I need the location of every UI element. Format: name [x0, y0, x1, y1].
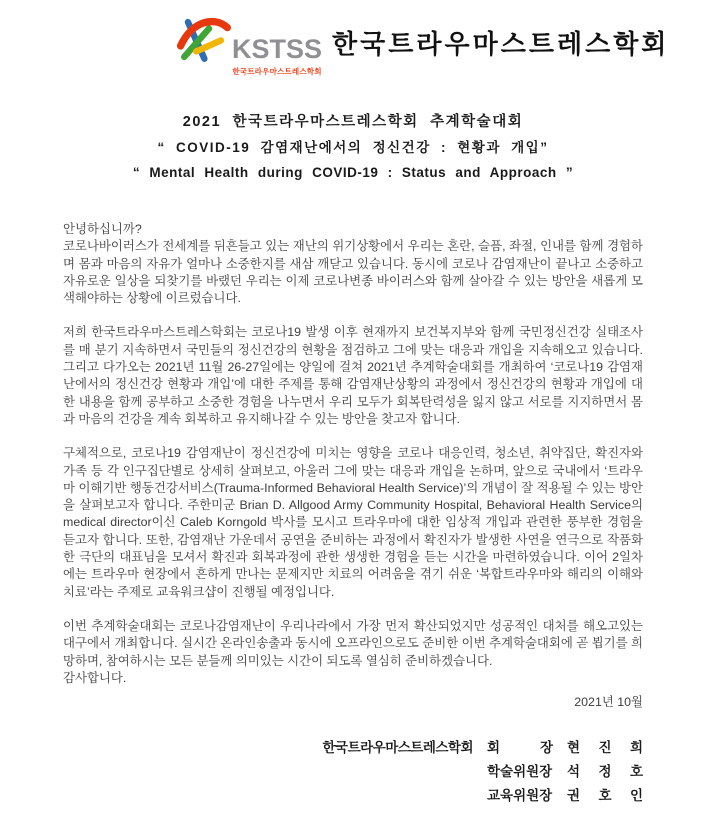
signature-block [0, 739, 643, 804]
conference-title: 2021 한국트라우마스트레스학회 추계학술대회 [182, 114, 524, 130]
signature-role-academic-chair: 학술위원장 [487, 764, 553, 780]
conference-subtitle-en: “ Mental Health during COVID-19 : Status and Approach ” [132, 165, 574, 180]
signature-grid [323, 739, 644, 804]
date-text: 2021년 10월 [574, 695, 643, 710]
paragraph-2: 저희 한국트라우마스트레스학회는 코로나19 발생 이후 현재까지 보건복지부와 함께 국민정신건강 실태조사를 매 분기 지속하면서 국민들의 정신건강의 현황을 점검하고 그에 맞는 대응과 개입을 지속해오고 있습니다. 그리고 다가오는 2021년 11월 26-27일에는 양일에 걸쳐 2021년 추계학술대회를 개최하여 ‘코로나19 감염재난에서의 정신건강 현황과 개입’에 대한 주제를 통해 감염재난상황의 과정에서 정신건강의 현황과 개입에 대한 내용을 함께 공부하고 소중한 경험을 나누면서 우리 모두가 회복탄력성을 잃지 않고 서로를 지지하면서 몸과 마음의 건강을 계속 회복하고 유지해나갈 수 있는 방안을 찾고자 합니다. [63, 325, 643, 426]
signature-org: 한국트라우마스트레스학회 [322, 740, 473, 756]
kstss-logo-subtitle: 한국트라우마스트레스학회 [232, 67, 322, 76]
kstss-wordmark: KSTSS [232, 34, 323, 64]
kstss-logo-lockup [232, 36, 322, 77]
signature-org-spacer [323, 763, 474, 780]
paragraph-4: 이번 추계학술대회는 코로나감염재난이 우리나라에서 가장 먼저 확산되었지만 성공적인 대처를 해오고있는 대구에서 개최합니다. 실시간 온라인송출과 동시에 오프라인으로도 준비한 이번 추계학술대회에 곧 뵙기를 희망하며, 참여하시는 모든 분들께 의미있는 시간이 되도록 열심히 준비하겠습니다. [63, 618, 643, 668]
header [176, 0, 706, 77]
signature-name-education-chair: 권 호 인 [567, 788, 643, 804]
conference-title-block [0, 110, 706, 185]
kstss-logo-icon [176, 13, 231, 66]
signature-org-spacer [323, 787, 474, 804]
signature-role-president: 회 장 [487, 740, 553, 756]
paragraph-1: 코로나바이러스가 전세계를 뒤흔들고 있는 재난의 위기상황에서 우리는 혼란, 슬픔, 좌절, 인내를 함께 경험하며 몸과 마음의 자유가 얼마나 소중한지를 새삼 깨닫고 있습니다. 동시에 코로나 감염재난이 끝나고 소중하고 자유로운 일상을 되찾기를 바랬던 우리는 이제 코로나변종 바이러스와 함께 살아갈 수 있는 방안을 새롭게 모색해야하는 상황에 이르렀습니다. [63, 239, 643, 306]
signature-role-education-chair: 교육위원장 [487, 788, 553, 804]
conference-subtitle-ko: “ COVID-19 감염재난에서의 정신건강 : 현황과 개입” [157, 140, 549, 155]
signature-name-president: 현 진 희 [567, 740, 643, 756]
greeting-text: 안녕하십니까? [63, 222, 142, 236]
org-title: 한국트라우마스트레스학회 [332, 29, 670, 59]
letter-body [63, 221, 643, 711]
paragraph-3: 구체적으로, 코로나19 감염재난이 정신건강에 미치는 영향을 코로나 대응인력, 청소년, 취약집단, 확진자와 가족 등 각 인구집단별로 상세히 살펴보고, 아울러 그에 맞는 대응과 개입을 논하며, 앞으로 국내에서 ‘트라우마 이해기반 행동건강서비스(Trauma-Informed Behavioral Health Service)’의 개념이 잘 적용될 수 있는 방안을 살펴보고자 합니다. 주한미군 Brian D. Allgood Army Community Hospital, Behavioral Health Service의 medical director이신 Caleb Korngold 박사를 모시고 트라우마에 대한 임상적 개입과 관련한 풍부한 경험을 듣고자 합니다. 또한, 감염재난 가운데서 공연을 준비하는 과정에서 확진자가 발생한 사연을 연극으로 작품화한 극단의 대표님을 모셔서 확진과 회복과정에 관한 생생한 경험을 듣는 시간을 마련하였습니다. 이어 2일차에는 트라우마 현장에서 흔하게 만나는 문제지만 치료의 어려움을 겪기 쉬운 ‘복합트라우마와 해리의 이해와 치료’라는 주제로 교육워크샵이 진행될 예정입니다. [63, 446, 644, 599]
signature-name-academic-chair: 석 정 호 [567, 764, 643, 780]
closing-text: 감사합니다. [63, 670, 127, 685]
